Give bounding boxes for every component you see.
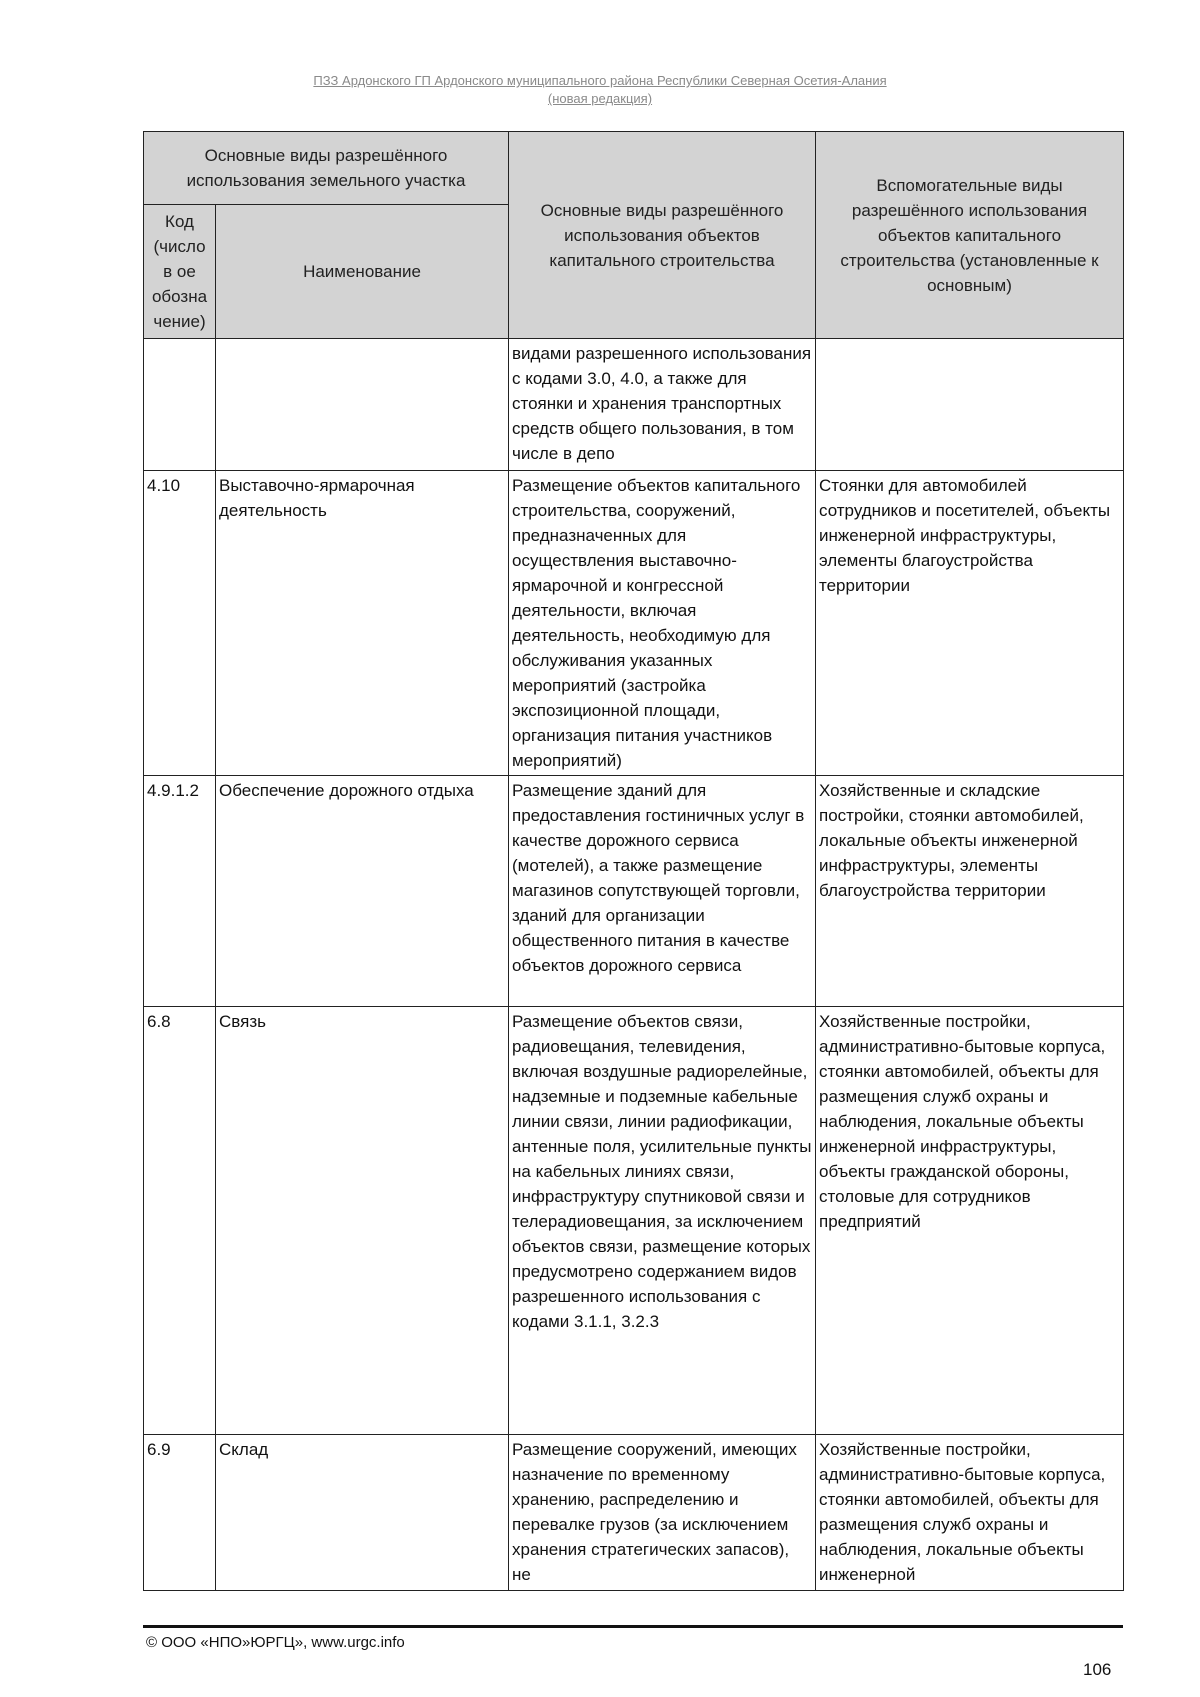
name-column-header: Наименование (216, 205, 509, 339)
code-column-header: Код (числов ое обозна чение) (144, 205, 216, 339)
table-row (144, 1007, 1124, 1435)
auxiliary-use-header: Вспомогательные виды разрешённого использования объектов капитального строительства (установленные к основным) (816, 132, 1124, 339)
table-row (144, 471, 1124, 776)
row-code: 6.8 (144, 1007, 216, 1435)
main-land-use-group-header: Основные виды разрешённого использования земельного участка (144, 132, 509, 205)
table-row (144, 1435, 1124, 1591)
main-capital-use-header: Основные виды разрешённого использования объектов капитального строительства (509, 132, 816, 339)
row-main-use: Размещение сооружений, имеющих назначение по временному хранению, распределению и перевалке грузов (за исключением хранения стратегических запасов), не (509, 1435, 816, 1591)
footer-copyright: © ООО «НПО»ЮРГЦ», www.urgc.info (146, 1634, 405, 1651)
row-main-use: Размещение объектов капитального строительства, сооружений, предназначенных для осуществления выставочно-ярмарочной и конгрессной деятельности, включая деятельность, необходимую для обслуживания указанных мероприятий (застройка экспозиционной площади, организация питания участников мероприятий) (509, 471, 816, 776)
row-aux-use: Стоянки для автомобилей сотрудников и посетителей, объекты инженерной инфраструктуры, элементы благоустройства территории (816, 471, 1124, 776)
row-main-use: видами разрешенного использования с кодами 3.0, 4.0, а также для стоянки и хранения транспортных средств общего пользования, в том числе в депо (509, 339, 816, 471)
row-main-use: Размещение объектов связи, радиовещания, телевидения, включая воздушные радиорелейные, надземные и подземные кабельные линии связи, линии радиофикации, антенные поля, усилительные пункты на кабельных линиях связи, инфраструктуру спутниковой связи и телерадиовещания, за исключением объектов связи, размещение которых предусмотрено содержанием видов разрешенного использования с кодами 3.1.1, 3.2.3 (509, 1007, 816, 1435)
row-name (216, 339, 509, 471)
row-code: 4.9.1.2 (144, 776, 216, 1007)
row-aux-use: Хозяйственные и складские постройки, стоянки автомобилей, локальные объекты инженерной инфраструктуры, элементы благоустройства территории (816, 776, 1124, 1007)
header-title: ПЗЗ Ардонского ГП Ардонского муниципального района Республики Северная Осетия-Алания (313, 73, 887, 88)
row-name: Обеспечение дорожного отдыха (216, 776, 509, 1007)
row-aux-use: Хозяйственные постройки, административно-бытовые корпуса, стоянки автомобилей, объекты для размещения служб охраны и наблюдения, локальные объекты инженерной (816, 1435, 1124, 1591)
row-main-use: Размещение зданий для предоставления гостиничных услуг в качестве дорожного сервиса (мотелей), а также размещение магазинов сопутствующей торговли, зданий для организации общественного питания в качестве объектов дорожного сервиса (509, 776, 816, 1007)
page-number: 106 (1083, 1660, 1112, 1679)
row-code: 6.9 (144, 1435, 216, 1591)
table-row (144, 776, 1124, 1007)
header-row-top (144, 132, 1124, 205)
footer-divider (143, 1625, 1123, 1628)
row-aux-use (816, 339, 1124, 471)
row-code: 4.10 (144, 471, 216, 776)
row-name: Склад (216, 1435, 509, 1591)
row-aux-use: Хозяйственные постройки, административно-бытовые корпуса, стоянки автомобилей, объекты для размещения служб охраны и наблюдения, локальные объекты инженерной инфраструктуры, объекты гражданской обороны, столовые для сотрудников предприятий (816, 1007, 1124, 1435)
document-header (0, 72, 1200, 108)
land-use-table (143, 131, 1124, 1591)
row-name: Связь (216, 1007, 509, 1435)
row-name: Выставочно-ярмарочная деятельность (216, 471, 509, 776)
row-code (144, 339, 216, 471)
header-subtitle: (новая редакция) (547, 91, 653, 106)
table-row (144, 339, 1124, 471)
